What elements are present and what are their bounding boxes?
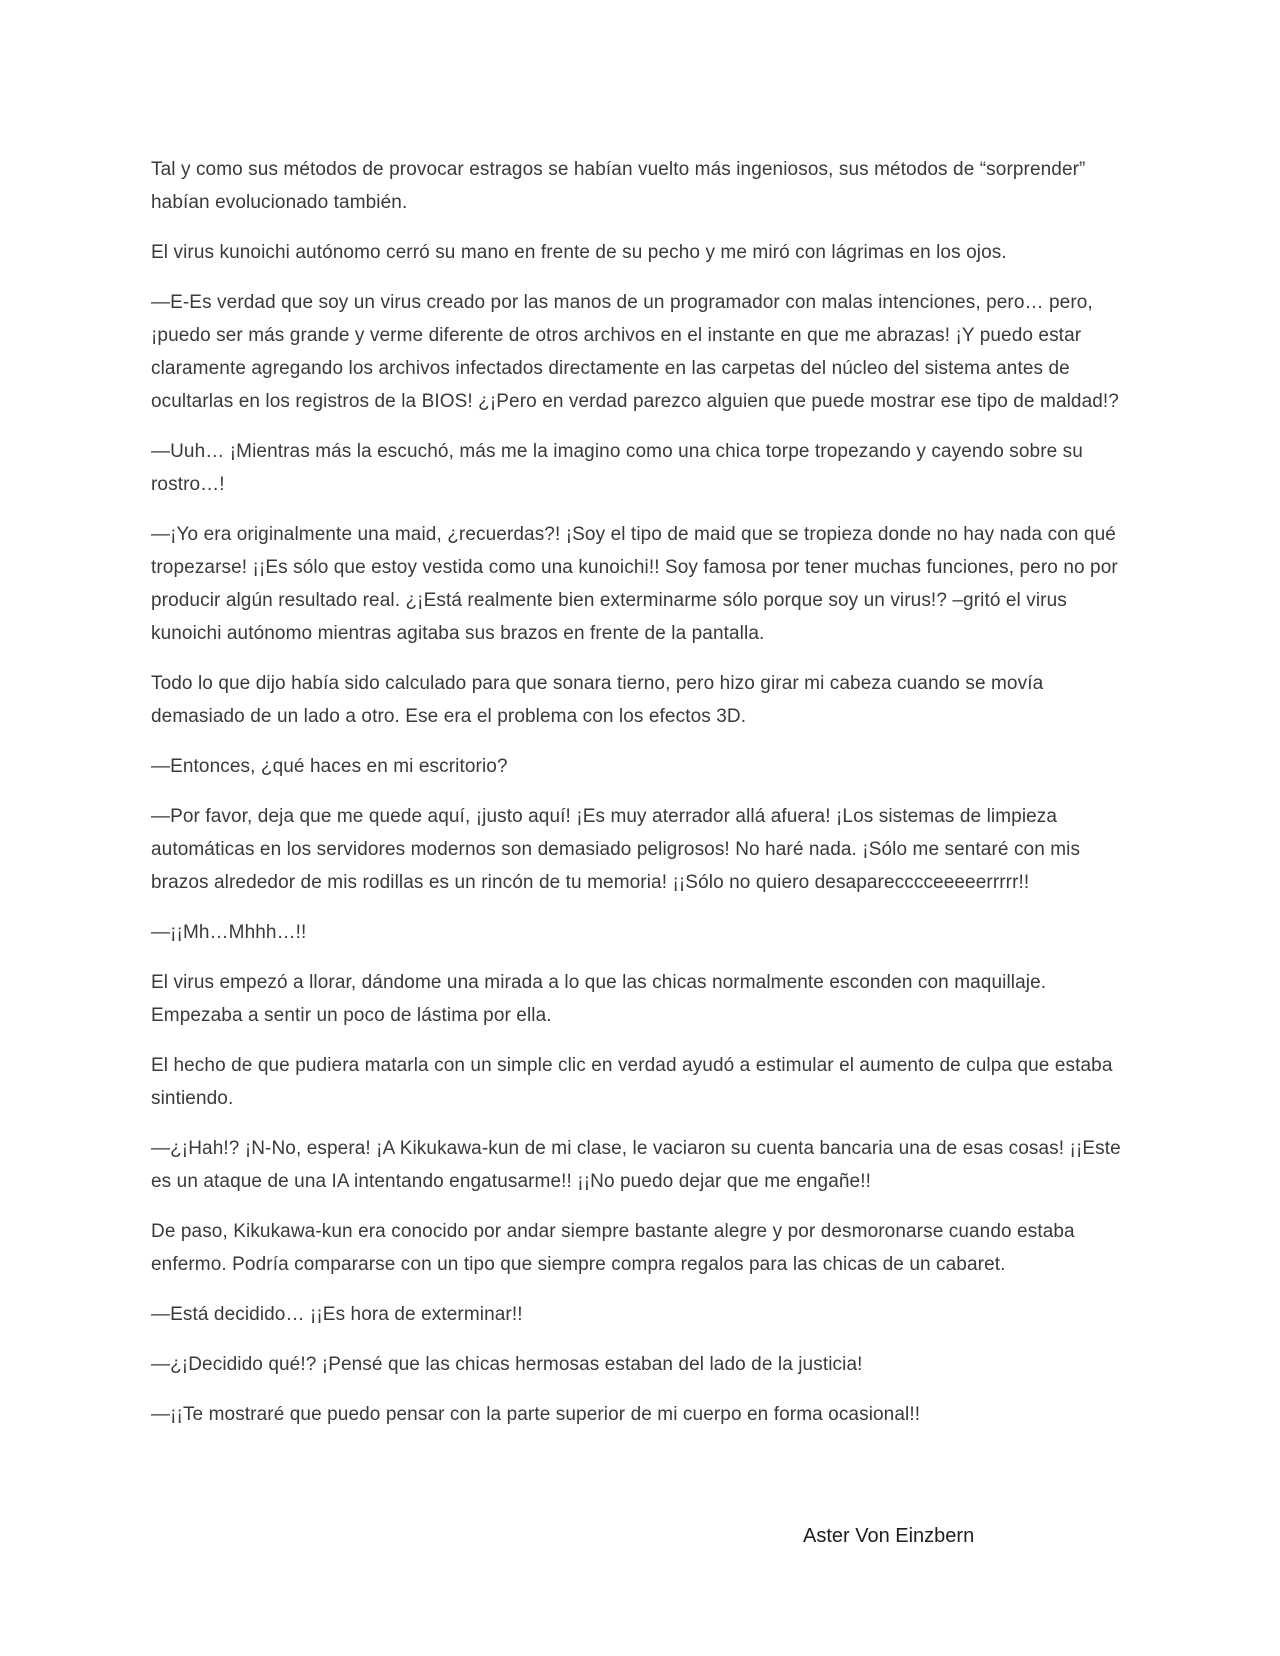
author-signature: Aster Von Einzbern xyxy=(803,1525,975,1547)
paragraph: —¿¡Decidido qué!? ¡Pensé que las chicas hermosas estaban del lado de la justicia! xyxy=(151,1354,863,1375)
paragraph: El virus empezó a llorar, dándome una mirada a lo que las chicas normalmente esconden con maquillaje. Empezaba a sentir un poco de lástima por ella. xyxy=(151,972,1047,1026)
paragraph: —E-Es verdad que soy un virus creado por las manos de un programador con malas intenciones, pero… pero, ¡puedo ser más grande y verme diferente de otros archivos en el instante en que me abrazas! ¡Y puedo estar claramente agregando los archivos infectados directamente en las carpetas del núcleo del sistema antes de ocultarlas en los registros de la BIOS! ¿¡Pero en verdad parezco alguien que puede mostrar ese tipo de maldad!? xyxy=(151,292,1119,412)
paragraph: —Entonces, ¿qué haces en mi escritorio? xyxy=(151,756,508,777)
paragraph: —Por favor, deja que me quede aquí, ¡justo aquí! ¡Es muy aterrador allá afuera! ¡Los sistemas de limpieza automáticas en los servidores modernos son demasiado peligrosos! No haré nada. ¡Sólo me sentaré con mis brazos alrededor de mis rodillas es un rincón de tu memoria! ¡¡Sólo no quiero desaparecccceeeeerrrrr!! xyxy=(151,806,1081,893)
paragraph: —¡¡Mh…Mhhh…!! xyxy=(151,922,307,943)
paragraph: —Está decidido… ¡¡Es hora de exterminar!! xyxy=(151,1304,523,1325)
paragraph: —¡¡Te mostraré que puedo pensar con la parte superior de mi cuerpo en forma ocasional!! xyxy=(151,1404,921,1425)
paragraph: El hecho de que pudiera matarla con un simple clic en verdad ayudó a estimular el aumento de culpa que estaba sintiendo. xyxy=(151,1055,1113,1109)
paragraph: De paso, Kikukawa-kun era conocido por andar siempre bastante alegre y por desmoronarse cuando estaba enfermo. Podría compararse con un tipo que siempre compra regalos para las chicas de un cabaret. xyxy=(151,1221,1075,1275)
paragraph: El virus kunoichi autónomo cerró su mano en frente de su pecho y me miró con lágrimas en los ojos. xyxy=(151,242,1007,263)
paragraph: Tal y como sus métodos de provocar estragos se habían vuelto más ingeniosos, sus métodos de “sorprender” habían evolucionado también. xyxy=(151,159,1086,213)
paragraph: Todo lo que dijo había sido calculado para que sonara tierno, pero hizo girar mi cabeza cuando se movía demasiado de un lado a otro. Ese era el problema con los efectos 3D. xyxy=(151,673,1044,727)
paragraph: —¡Yo era originalmente una maid, ¿recuerdas?! ¡Soy el tipo de maid que se tropieza donde no hay nada con qué tropezarse! ¡¡Es sólo que estoy vestida como una kunoichi!! Soy famosa por tener muchas funciones, pero no por producir algún resultado real. ¿¡Está realmente bien exterminarme sólo porque soy un virus!? –gritó el virus kunoichi autónomo mientras agitaba sus brazos en frente de la pantalla. xyxy=(151,524,1118,644)
paragraph: —¿¡Hah!? ¡N-No, espera! ¡A Kikukawa-kun de mi clase, le vaciaron su cuenta bancaria una de esas cosas! ¡¡Este es un ataque de una IA intentando engatusarme!! ¡¡No puedo dejar que me engañe!! xyxy=(151,1138,1121,1192)
document-body xyxy=(151,153,1131,1448)
paragraph: —Uuh… ¡Mientras más la escuchó, más me la imagino como una chica torpe tropezando y cayendo sobre su rostro…! xyxy=(151,441,1083,495)
